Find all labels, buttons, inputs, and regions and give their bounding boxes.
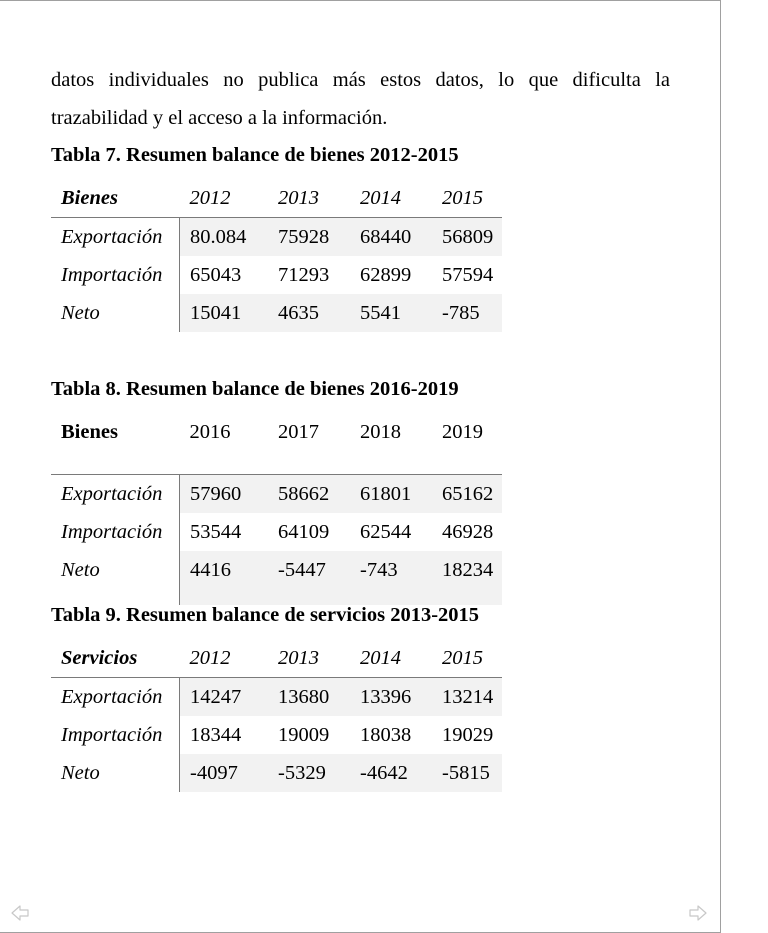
header-cell: 2012 (180, 639, 269, 678)
table-cell: -4642 (350, 754, 432, 792)
table-cell: 80.084 (180, 218, 269, 257)
table-row (51, 551, 502, 589)
row-label: Exportación (51, 678, 180, 717)
header-cell: Servicios (51, 639, 180, 678)
table-8 (51, 413, 502, 605)
table-cell: 71293 (278, 263, 330, 286)
table-cell: -4097 (180, 754, 269, 792)
table-cell: 53544 (190, 520, 242, 543)
table-header-row (51, 413, 502, 475)
table-cell: 46928 (442, 520, 494, 543)
row-label: Neto (51, 294, 180, 332)
table-cell: -785 (432, 294, 502, 332)
spacer-cell (268, 589, 350, 605)
table-row (51, 256, 502, 294)
table-cell: 62899 (360, 263, 412, 286)
header-cell: 2019 (432, 413, 502, 475)
paragraph-line-1: datos individuales no publica más estos datos, lo que dificulta la (51, 69, 670, 91)
row-label: Importación (51, 513, 180, 551)
table-row (51, 678, 502, 717)
table-cell: 18344 (190, 723, 242, 746)
header-cell: 2018 (350, 413, 432, 475)
row-label: Neto (51, 754, 180, 792)
table-cell: 14247 (180, 678, 269, 717)
table-cell: 18038 (360, 723, 412, 746)
arrow-right-icon[interactable] (688, 903, 708, 923)
table-cell: 58662 (268, 475, 350, 514)
paragraph-line-2: trazabilidad y el acceso a la información. (51, 107, 388, 129)
table-7 (51, 179, 502, 332)
table-cell: 13214 (432, 678, 502, 717)
table-cell: -5329 (268, 754, 350, 792)
table-row (51, 294, 502, 332)
header-cell: 2012 (180, 179, 269, 218)
table-9-caption: Tabla 9. Resumen balance de servicios 2013-2015 (51, 604, 480, 626)
table-cell: 19029 (442, 723, 494, 746)
table-cell: -5447 (268, 551, 350, 589)
table-cell: 15041 (180, 294, 269, 332)
row-label: Importación (51, 716, 180, 754)
row-label: Importación (51, 256, 180, 294)
table-cell: 65162 (432, 475, 502, 514)
table-header-row (51, 639, 502, 678)
table-spacer-row (51, 589, 502, 605)
table-cell: 57594 (442, 263, 494, 286)
table-cell: 57960 (180, 475, 269, 514)
header-cell: Bienes (51, 179, 180, 218)
body-paragraph (51, 61, 670, 137)
spacer-cell (180, 589, 269, 605)
header-cell: 2017 (268, 413, 350, 475)
table-cell: 65043 (190, 263, 242, 286)
table-row (51, 716, 502, 754)
table-cell: 5541 (350, 294, 432, 332)
table-header-row (51, 179, 502, 218)
table-row (51, 475, 502, 514)
table-row (51, 513, 502, 551)
header-cell: 2015 (432, 639, 502, 678)
spacer-cell (350, 589, 432, 605)
header-cell: 2013 (268, 639, 350, 678)
spacer-cell (51, 589, 180, 605)
table-cell: -743 (350, 551, 432, 589)
spacer-cell (432, 589, 502, 605)
header-cell: 2014 (350, 639, 432, 678)
row-label: Exportación (51, 475, 180, 514)
table-cell: -5815 (432, 754, 502, 792)
row-label: Exportación (51, 218, 180, 257)
table-cell: 18234 (432, 551, 502, 589)
header-cell: 2013 (268, 179, 350, 218)
row-label: Neto (51, 551, 180, 589)
table-cell: 13396 (350, 678, 432, 717)
table-8-caption: Tabla 8. Resumen balance de bienes 2016-2019 (51, 378, 459, 400)
table-cell: 13680 (268, 678, 350, 717)
table-row (51, 754, 502, 792)
table-cell: 19009 (278, 723, 330, 746)
table-cell: 4635 (268, 294, 350, 332)
header-cell: 2016 (180, 413, 269, 475)
table-cell: 64109 (278, 520, 330, 543)
table-cell: 61801 (350, 475, 432, 514)
header-cell: 2014 (350, 179, 432, 218)
header-cell: Bienes (51, 413, 180, 475)
table-cell: 75928 (268, 218, 350, 257)
table-cell: 62544 (360, 520, 412, 543)
table-7-caption: Tabla 7. Resumen balance de bienes 2012-2015 (51, 144, 459, 166)
table-cell: 4416 (180, 551, 269, 589)
table-row (51, 218, 502, 257)
arrow-left-icon[interactable] (10, 903, 30, 923)
table-cell: 56809 (432, 218, 502, 257)
header-cell: 2015 (432, 179, 502, 218)
table-9 (51, 639, 502, 792)
table-cell: 68440 (350, 218, 432, 257)
